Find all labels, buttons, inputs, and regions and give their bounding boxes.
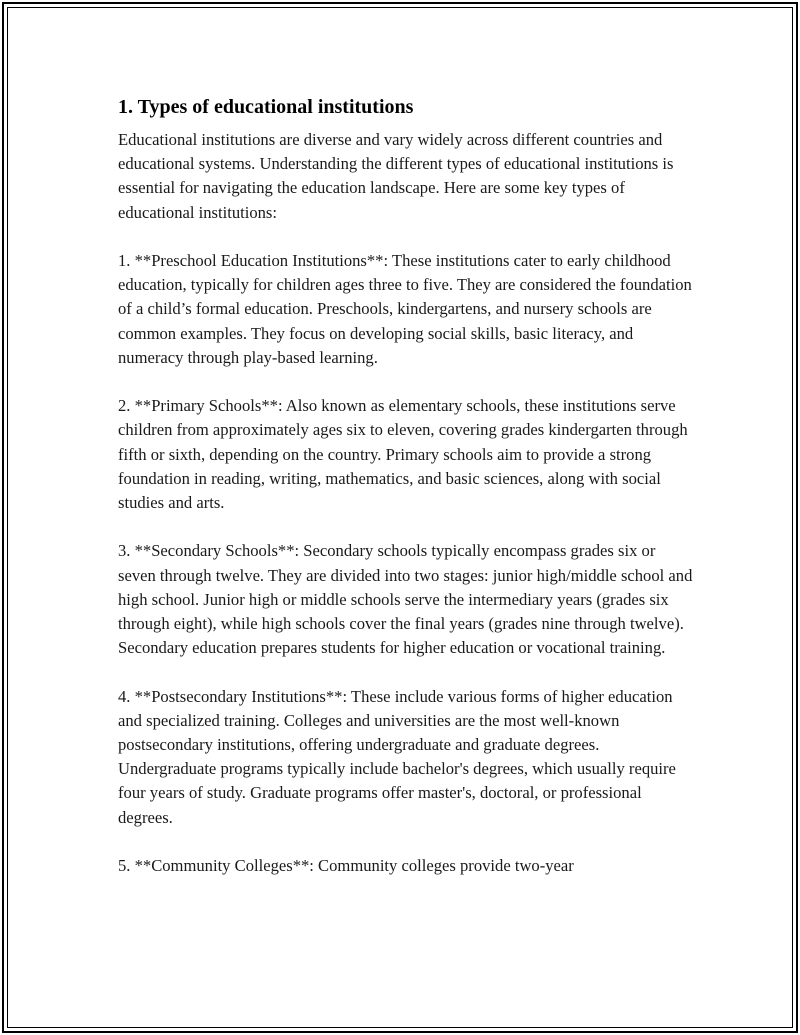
preschool-paragraph: 1. **Preschool Education Institutions**: These institutions cater to early childhood education, typically for children ages three to five. They are considered the foundation of a child’s formal education. Preschools, kindergartens, and nursery schools are common examples. They focus on developing social skills, basic literacy, and numeracy through play-based learning. (118, 251, 692, 367)
community-colleges-paragraph: 5. **Community Colleges**: Community colleges provide two-year (118, 856, 574, 876)
document-body (118, 94, 693, 902)
secondary-schools-paragraph: 3. **Secondary Schools**: Secondary schools typically encompass grades six or seven through twelve. They are divided into two stages: junior high/middle school and high school. Junior high or middle schools serve the intermediary years (grades six through eight), while high schools cover the final years (grades nine through twelve). Secondary education prepares students for higher education or vocational training. (118, 541, 693, 658)
primary-schools-paragraph: 2. **Primary Schools**: Also known as elementary schools, these institutions serve children from approximately ages six to eleven, covering grades kindergarten through fifth or sixth, depending on the country. Primary schools aim to provide a strong foundation in reading, writing, mathematics, and basic sciences, along with social studies and arts. (118, 396, 688, 513)
section-heading: 1. Types of educational institutions (118, 96, 414, 118)
postsecondary-paragraph: 4. **Postsecondary Institutions**: These include various forms of higher education and specialized training. Colleges and universities are the most well-known postsecondary institutions, offering undergraduate and graduate degrees. Undergraduate programs typically include bachelor's degrees, which usually require four years of study. Graduate programs offer master's, doctoral, or professional degrees. (118, 686, 676, 827)
intro-paragraph: Educational institutions are diverse and vary widely across different countries and educational systems. Understanding the different types of educational institutions is essential for navigating the education landscape. Here are some key types of educational institutions: (118, 130, 674, 222)
